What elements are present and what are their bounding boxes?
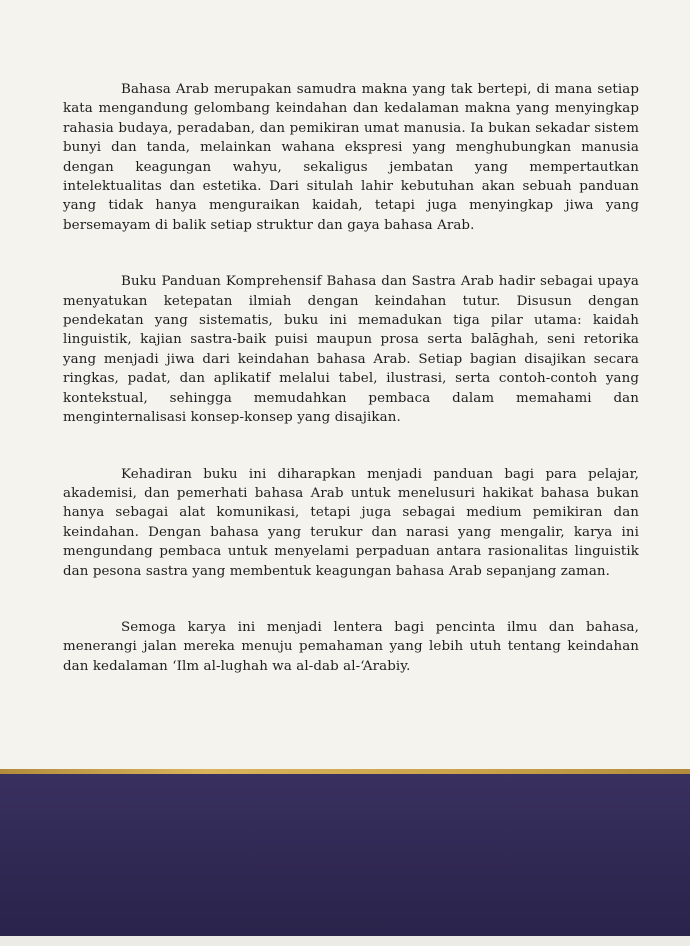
paragraph-2: Buku Panduan Komprehensif Bahasa dan Sastra Arab hadir sebagai upaya menyatukan ketepatan ilmiah dengan keindahan tutur. Disusun dengan pendekatan yang sistematis, buku ini memadukan tiga pilar utama: kaidah linguistik, kajian sastra-baik puisi maupun prosa serta balāghah, seni retorika yang menjadi jiwa dari keindahan bahasa Arab. Setiap bagian disajikan secara ringkas, padat, dan aplikatif melalui tabel, ilustrasi, serta contoh-contoh yang kontekstual, sehingga memudahkan pembaca dalam memahami dan menginternalisasi konsep-konsep yang disajikan. [63, 274, 639, 426]
paragraph-3: Kehadiran buku ini diharapkan menjadi panduan bagi para pelajar, akademisi, dan pemerhati bahasa Arab untuk menelusuri hakikat bahasa bukan hanya sebagai alat komunikasi, tetapi juga sebagai medium pemikiran dan keindahan. Dengan bahasa yang terukur dan narasi yang mengalir, karya ini mengundang pembaca untuk menyelami perpaduan antara rasionalitas linguistik dan pesona sastra yang membentuk keagungan bahasa Arab sepanjang zaman. [63, 466, 639, 579]
body-text [63, 80, 639, 676]
paragraph-1: Bahasa Arab merupakan samudra makna yang tak bertepi, di mana setiap kata mengandung gelombang keindahan dan kedalaman makna yang menyingkap rahasia budaya, peradaban, dan pemikiran umat manusia. Ia bukan sekadar sistem bunyi dan tanda, melainkan wahana ekspresi yang menghubungkan manusia dengan keagungan wahyu, sekaligus jembatan yang mempertautkan intelektualitas dan estetika. Dari situlah lahir kebutuhan akan sebuah panduan yang tidak hanya menguraikan kaidah, tetapi juga menyingkap jiwa yang bersemayam di balik setiap struktur dan gaya bahasa Arab. [63, 82, 639, 233]
bottom-margin-strip [0, 936, 690, 946]
paragraph-4: Semoga karya ini menjadi lentera bagi pencinta ilmu dan bahasa, menerangi jalan mereka menuju pemahaman yang lebih utuh tentang keindahan dan kedalaman ‘Ilm al-lughah wa al-dab al-‘Arabiy. [63, 619, 639, 674]
purple-footer-band [0, 774, 690, 936]
